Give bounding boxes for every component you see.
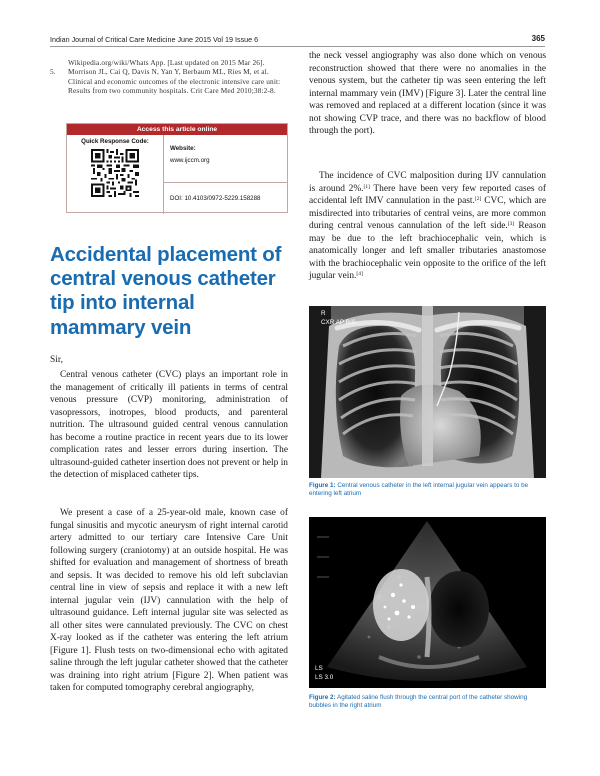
paragraph-text: Central venous catheter (CVC) plays an important role in the management of critically ill patients in terms of central venous pressure (CVP) monitoring, administration of vasopressors, inotropes, blood products, and parenteral nutrition. The ultrasound guided central venous cannulation has become a routine practice in recent years due to its lower complication rates and lesser errors during insertion. The ultrasound-guided catheter insertion does not prevent or help in the detection of misplaced catheter tips. bbox=[50, 370, 288, 480]
website-link[interactable]: www.ijccm.org bbox=[170, 157, 210, 164]
reference-text: Morrison JL, Cai Q, Davis N, Yan Y, Berbaum ML, Ries M, et al. Clinical and economic outcomes of the electronic intensive care unit: Results from two community hospitals. Crit Care Med 2010;38:2-8. bbox=[68, 67, 281, 96]
body-paragraph-3 bbox=[309, 50, 546, 138]
xray-side-marker: R bbox=[321, 310, 326, 317]
echo-label-1: LS bbox=[315, 665, 323, 672]
echo-label-2: LS 3.0 bbox=[315, 674, 334, 681]
caption-text: Agitated saline flush through the central port of the catheter showing bubbles in the right atrium bbox=[309, 694, 528, 710]
paragraph-text: the neck vessel angiography was also done which on venous reconstruction showed that there were no anomalies in the venous system, but the catheter tip was seen entering the left internal mammary vein (IMV) [Figure 3]. Later the central line was removed and replaced at a different location (since it was not showing CVP trace, and there was no backflow of blood through the port). bbox=[309, 51, 546, 136]
citation[interactable]: [4] bbox=[356, 271, 363, 277]
paragraph-text: We present a case of a 25-year-old male, known case of fungal sinusitis and mycotic aneurysm of right internal carotid artery admitted to our tertiary care Intensive Care Unit following surgery (craniotomy) at an outside hospital. He was shifted for evaluation and management of shortness of breath and sepsis. It was decided to remove his old left subclavian central line in view of sepsis and replace it with a new left internal jugular vein (IJV) cannulation with the help of ultrasound guidance. Left internal jugular site was selected as all other sites were cannulated previously. The CVC on chest X-ray looked as if the catheter was entering the left atrium [Figure 1]. Flush tests on two-dimensional echo with agitated saline through the left jugular catheter showed that the catheter was draining into right atrium [Figure 2]. When patient was taken for computed tomography cerebral angiography, bbox=[50, 508, 288, 693]
body-paragraph-1 bbox=[50, 369, 288, 482]
figure-2-echo-image bbox=[309, 517, 546, 688]
access-info-column bbox=[164, 135, 287, 214]
reference-text: Wikipedia.org/wiki/Whats App. [Last updated on 2015 Mar 26]. bbox=[68, 58, 265, 67]
sentence: There have been very few reported cases of accidental left IMV cannulation in the past. bbox=[309, 183, 546, 206]
info-divider bbox=[164, 182, 287, 183]
reference-number: 5. bbox=[50, 67, 56, 77]
caption-label: Figure 1: bbox=[309, 482, 336, 489]
qr-code-icon[interactable] bbox=[91, 149, 139, 197]
salutation: Sir, bbox=[50, 355, 63, 365]
header-rule bbox=[50, 46, 545, 47]
echo-drawing bbox=[309, 517, 546, 688]
sentence: Reason may be due to the left brachiocephalic vein, which is anatomically longer and left smaller tributaries anastomose with the brachiocephalic vein opposite to the orifice of the left jugular vein. bbox=[309, 221, 546, 281]
body-paragraph-2 bbox=[50, 507, 288, 695]
access-online-box bbox=[66, 123, 288, 213]
page-number: 365 bbox=[531, 34, 545, 43]
citation[interactable]: [3] bbox=[507, 221, 515, 227]
article-title: Accidental placement of central venous catheter tip into internal mammary vein bbox=[50, 243, 282, 339]
sentence: The incidence of CVC malposition during IJV cannulation is around 2%. bbox=[309, 171, 546, 194]
citation[interactable]: [2] bbox=[474, 196, 482, 202]
journal-header: Indian Journal of Critical Care Medicine June 2015 Vol 19 Issue 6 bbox=[50, 35, 259, 44]
caption-text: Central venous catheter in the left internal jugular vein appears to be entering left atrium bbox=[309, 482, 529, 498]
xray-drawing bbox=[309, 306, 546, 478]
qr-column bbox=[67, 135, 164, 214]
figure-2-caption bbox=[309, 694, 546, 711]
figure-1-caption bbox=[309, 482, 546, 499]
figure-1-xray-image bbox=[309, 306, 546, 478]
access-box-title: Access this article online bbox=[67, 124, 287, 135]
xray-view-label: CXR AP B/S bbox=[321, 319, 356, 326]
reference-number bbox=[50, 58, 68, 67]
citation[interactable]: [1] bbox=[363, 183, 370, 190]
paragraph-text bbox=[309, 170, 546, 283]
doi-text: DOI: 10.4103/0972-5229.158288 bbox=[170, 195, 261, 202]
qr-label: Quick Response Code: bbox=[81, 138, 149, 145]
sentence: CVC, which are misdirected into tributaries of central veins, are more common during central venous cannulation of the left side. bbox=[309, 196, 546, 231]
reference-list bbox=[50, 58, 288, 96]
body-paragraph-4 bbox=[309, 170, 546, 283]
reference-item bbox=[50, 67, 288, 95]
reference-item bbox=[50, 58, 288, 67]
website-label: Website: bbox=[170, 145, 196, 152]
caption-label: Figure 2: bbox=[309, 694, 336, 701]
